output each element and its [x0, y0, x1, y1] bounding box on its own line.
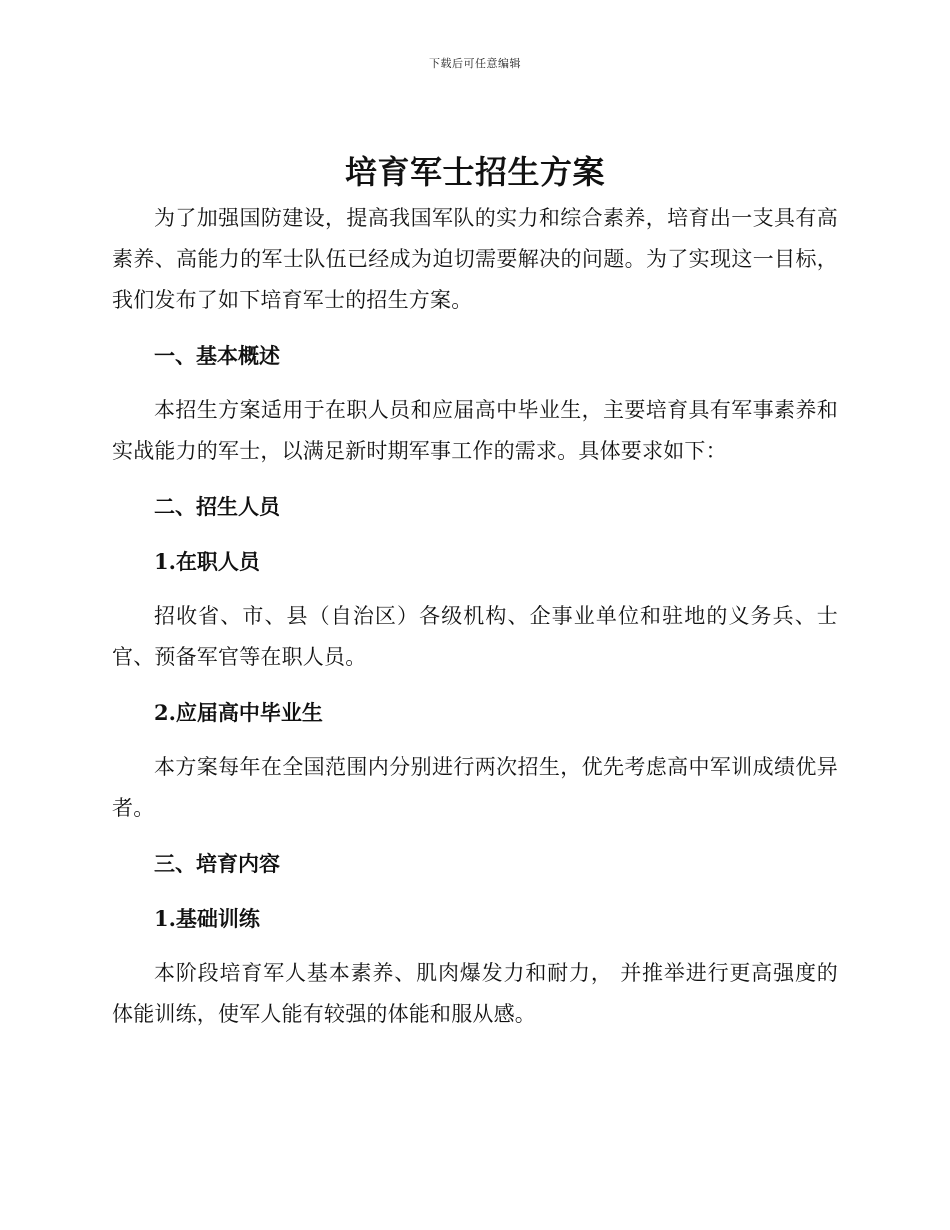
header-note: 下载后可任意编辑 [429, 57, 521, 70]
graduates-paragraph: 本方案每年在全国范围内分别进行两次招生，优先考虑高中军训成绩优异者。 [112, 755, 838, 820]
document-title: 培育军士招生方案 [344, 153, 605, 191]
subheading-basic-training: 1.基础训练 [154, 906, 260, 931]
document-body [112, 198, 838, 1035]
overview-paragraph: 本招生方案适用于在职人员和应届高中毕业生，主要培育具有军事素养和实战能力的军士，以满足新时期军事工作的需求。具体要求如下： [112, 398, 838, 463]
section-heading-overview: 一、基本概述 [154, 343, 280, 368]
intro-paragraph: 为了加强国防建设，提高我国军队的实力和综合素养，培育出一支具有高素养、高能力的军士队伍已经成为迫切需要解决的问题。为了实现这一目标，我们发布了如下培育军士的招生方案。 [112, 206, 838, 312]
in-service-paragraph: 招收省、市、县（自治区）各级机构、企事业单位和驻地的义务兵、士官、预备军官等在职人员。 [112, 604, 838, 669]
subheading-in-service: 1.在职人员 [154, 549, 260, 574]
section-heading-recruits: 二、招生人员 [154, 494, 280, 519]
section-heading-content: 三、培育内容 [154, 851, 280, 876]
subheading-graduates: 2.应届高中毕业生 [154, 700, 323, 725]
basic-training-paragraph: 本阶段培育军人基本素养、肌肉爆发力和耐力， 并推举进行更高强度的体能训练，使军人能有较强的体能和服从感。 [112, 961, 838, 1026]
